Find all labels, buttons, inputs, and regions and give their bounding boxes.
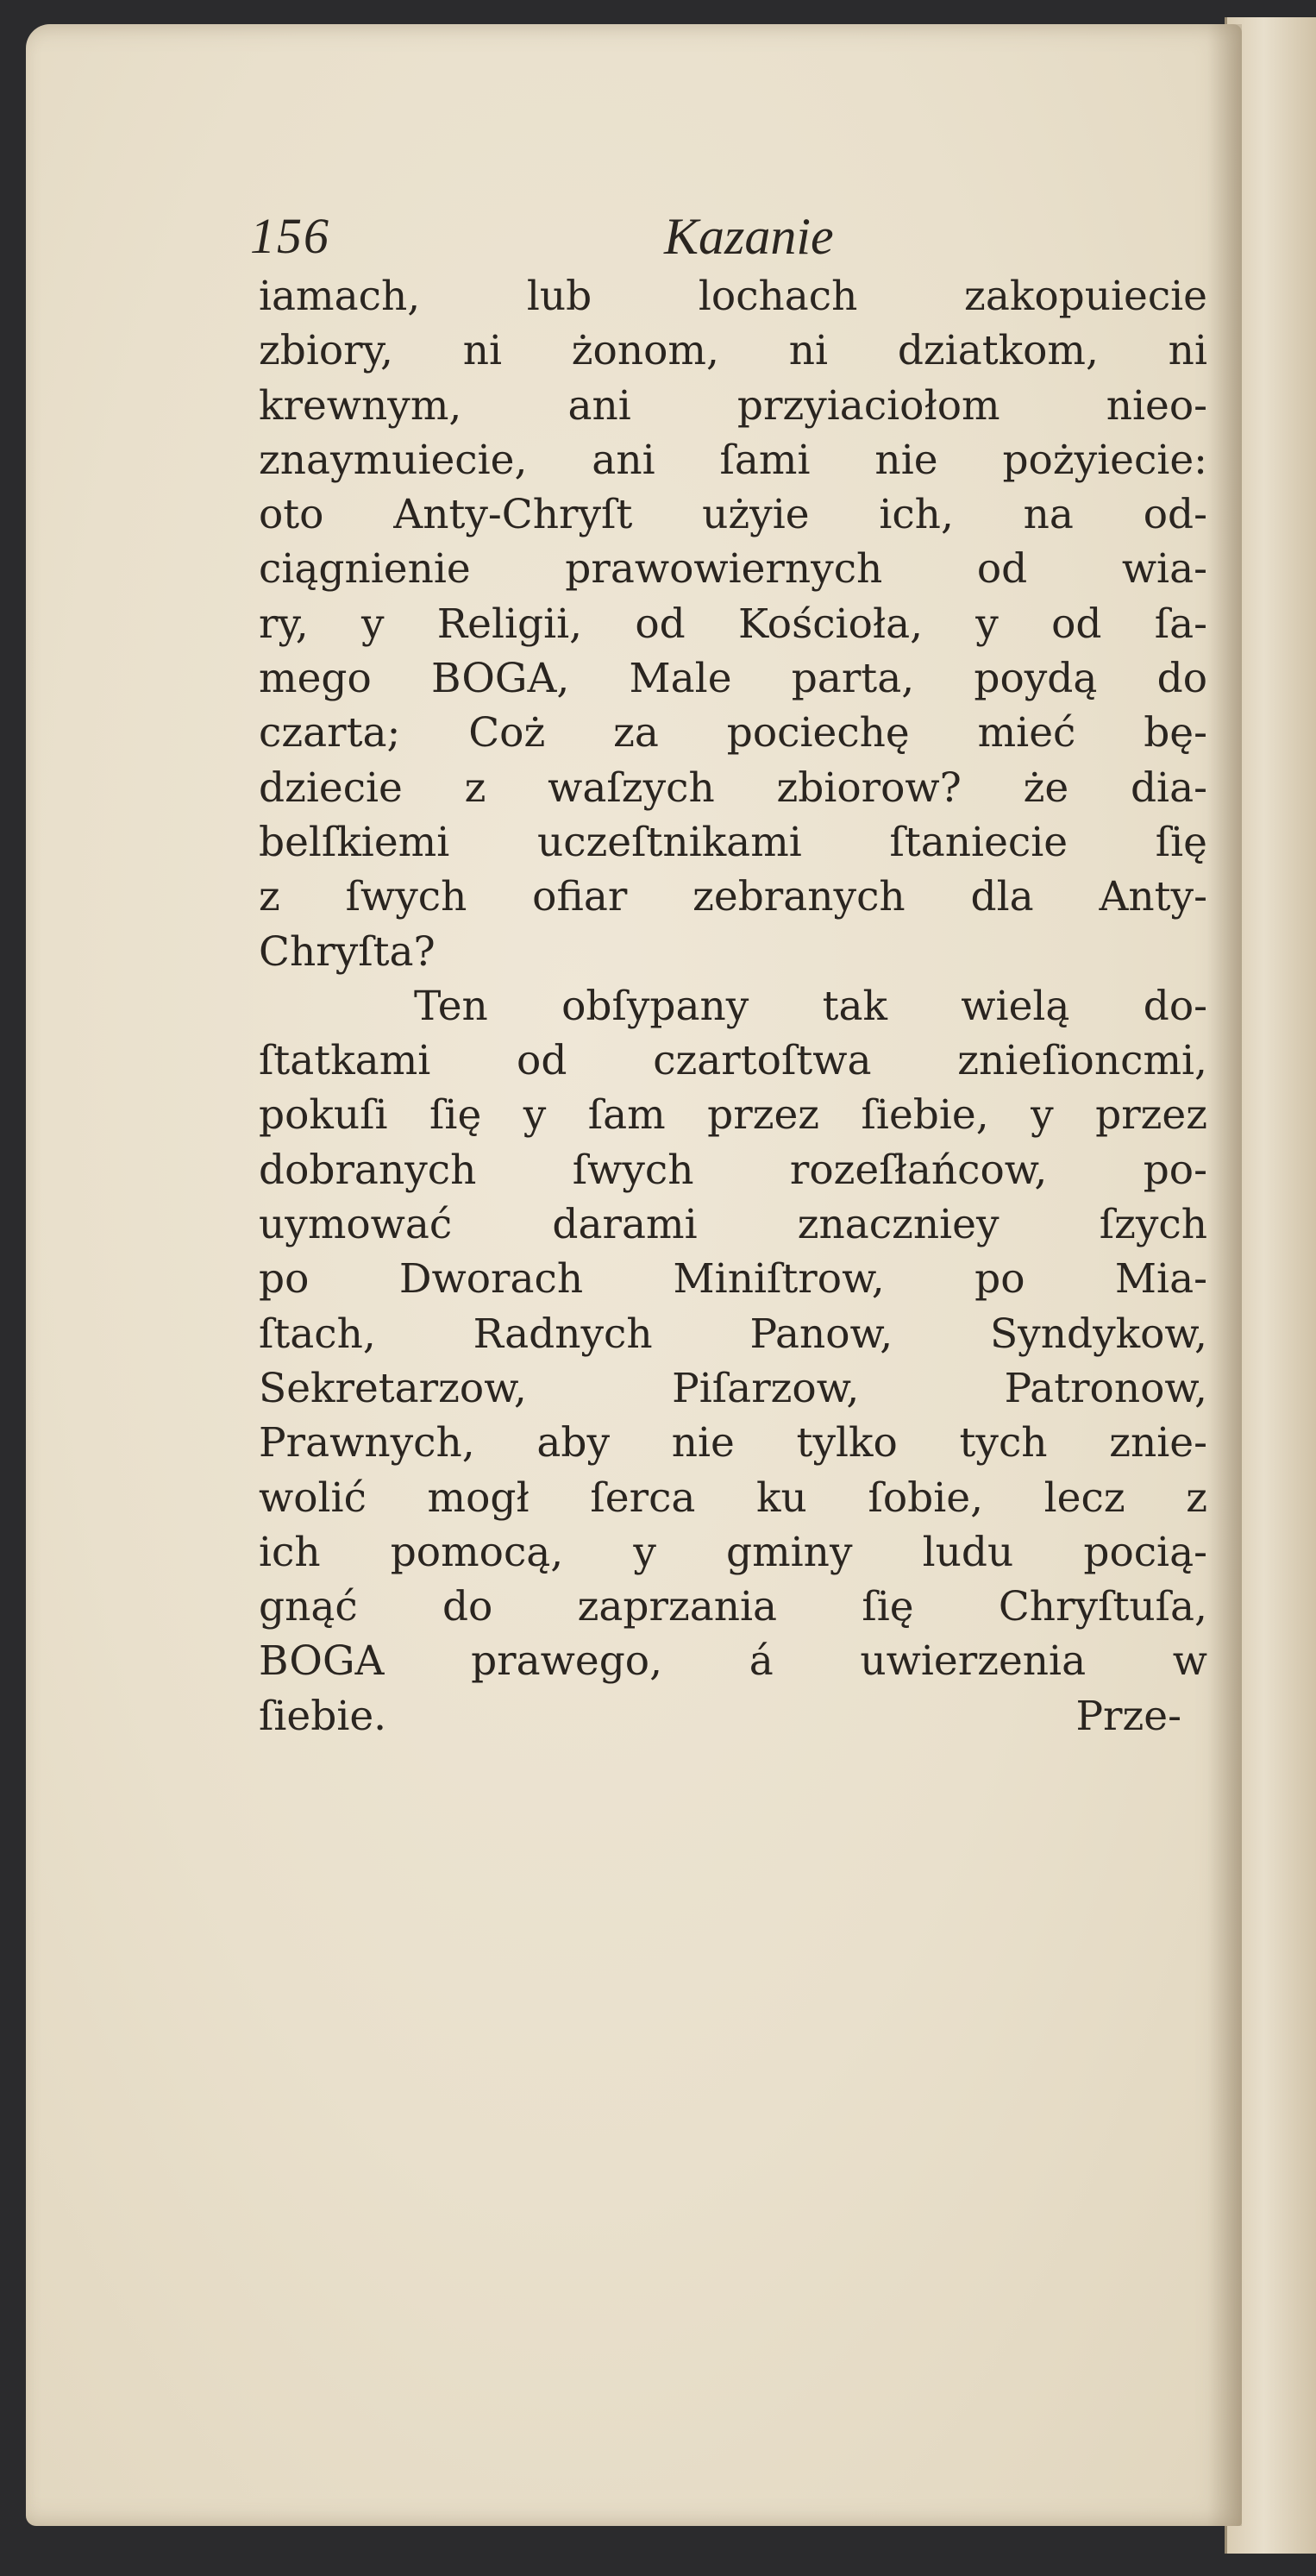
catchword: Prze- — [1075, 1692, 1181, 1740]
text-line: mego BOGA, Male parta, poydą do — [259, 655, 1207, 703]
text-line: ciągnienie prawowiernych od wia- — [259, 545, 1207, 594]
page-number: 156 — [250, 208, 330, 264]
text-line: znaymuiecie, ani ſami nie pożyiecie: — [259, 436, 1207, 484]
text-line: dobranych ſwych rozeſłańcow, po- — [259, 1146, 1207, 1194]
text-line: BOGA prawego, á uwierzenia w — [259, 1637, 1207, 1686]
last-line-text: ſiebie. — [259, 1692, 387, 1740]
text-line: gnąć do zaprzania ſię Chryſtuſa, — [259, 1583, 1207, 1631]
text-line: Prawnych, aby nie tylko tych znie- — [259, 1419, 1207, 1467]
page-header — [250, 207, 888, 276]
text-line: zbiory, ni żonom, ni dziatkom, ni — [259, 327, 1207, 375]
text-line: z ſwych ofiar zebranych dla Anty- — [259, 873, 1207, 921]
text-line: oto Anty-Chryſt użyie ich, na od- — [259, 491, 1207, 539]
paragraph-1 — [259, 269, 1207, 979]
text-line: Sekretarzow, Piſarzow, Patronow, — [259, 1364, 1207, 1412]
text-line: wolić mogł ſerca ku ſobie, lecz z — [259, 1473, 1207, 1522]
text-line: ſtatkami od czartoſtwa znieſioncmi, — [259, 1037, 1207, 1085]
last-line — [259, 1689, 1207, 1744]
text-line: krewnym, ani przyiaciołom nieo- — [259, 381, 1207, 430]
text-line: ich pomocą, y gminy ludu pocią- — [259, 1528, 1207, 1576]
body-text — [259, 269, 1207, 1744]
text-line: Ten obſypany tak wielą do- — [414, 982, 1207, 1030]
text-line: pokuſi ſię y ſam przez ſiebie, y przez — [259, 1091, 1207, 1140]
text-line: Chryſta? — [259, 927, 436, 976]
text-line: czarta; Coż za pociechę mieć bę- — [259, 709, 1207, 757]
text-line: belſkiemi uczeſtnikami ſtaniecie ſię — [259, 818, 1207, 866]
text-line: ry, y Religii, od Kościoła, y od ſa- — [259, 600, 1207, 648]
text-line: uymować darami znaczniey ſzych — [259, 1201, 1207, 1249]
running-title: Kazanie — [664, 208, 834, 265]
text-line: dziecie z waſzych zbiorow? że dia- — [259, 763, 1207, 812]
text-line: po Dworach Miniſtrow, po Mia- — [259, 1255, 1207, 1304]
text-line: iamach, lub lochach zakopuiecie — [259, 273, 1207, 320]
text-line: ſtach, Radnych Panow, Syndykow, — [259, 1310, 1207, 1358]
paragraph-2 — [259, 979, 1207, 1744]
